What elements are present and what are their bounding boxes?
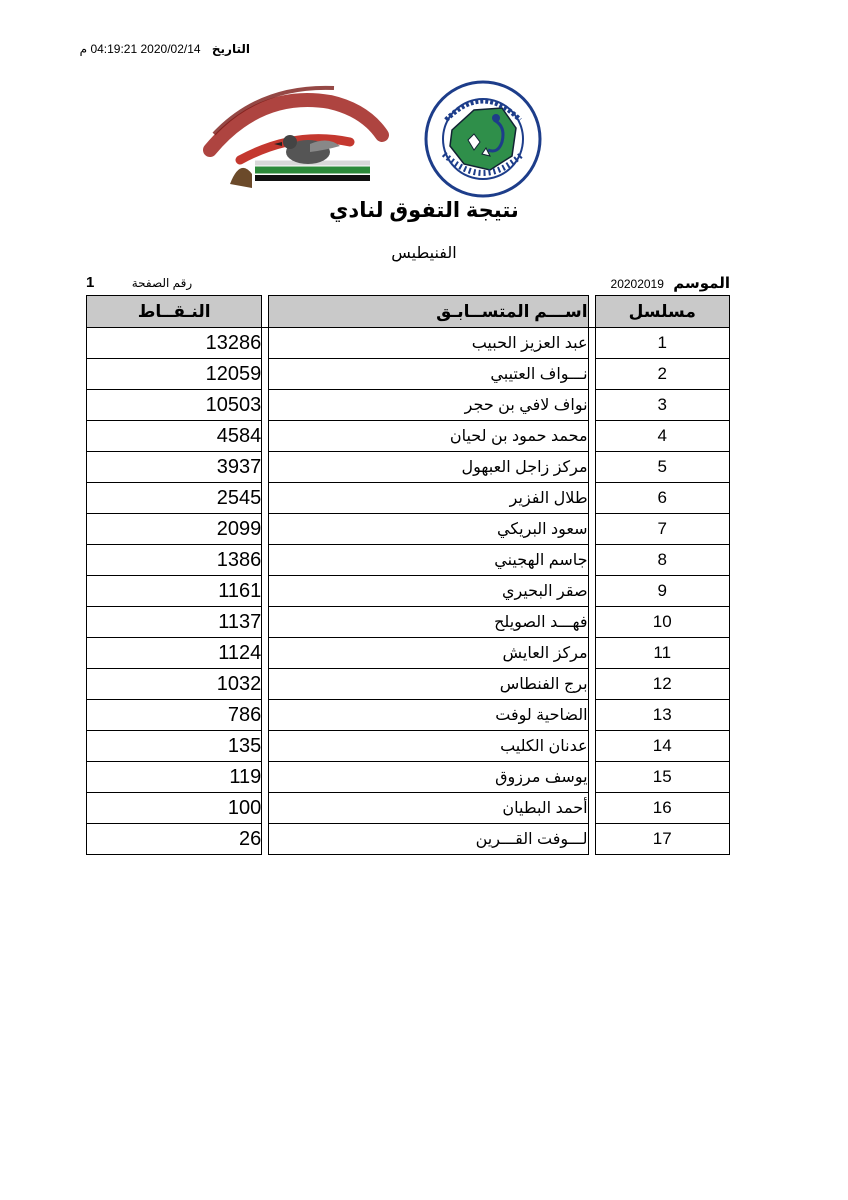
cell-points: 26	[87, 824, 262, 855]
table-row	[87, 483, 730, 514]
cell-serial: 5	[595, 452, 730, 483]
table-row	[87, 607, 730, 638]
cell-name: نواف لافي بن حجر	[269, 390, 588, 421]
column-gap	[262, 638, 269, 669]
cell-serial: 9	[595, 576, 730, 607]
cell-name: برج الفنطاس	[269, 669, 588, 700]
cell-serial: 13	[595, 700, 730, 731]
cell-serial: 14	[595, 731, 730, 762]
club-name: الفنيطيس	[391, 245, 457, 262]
table-row	[87, 514, 730, 545]
cell-name: طلال الفزير	[269, 483, 588, 514]
column-gap	[588, 483, 595, 514]
season-label: الموسم	[673, 275, 730, 292]
table-row	[87, 731, 730, 762]
column-gap	[262, 514, 269, 545]
table-row	[87, 824, 730, 855]
header-name: اســـم المتســابـق	[269, 296, 588, 328]
column-gap	[588, 452, 595, 483]
page-number-label: رقم الصفحة	[131, 276, 193, 290]
date-label: التاريخ	[211, 42, 250, 56]
column-gap	[262, 669, 269, 700]
cell-serial: 7	[595, 514, 730, 545]
cell-points: 1137	[87, 607, 262, 638]
cell-points: 3937	[87, 452, 262, 483]
column-gap	[588, 700, 595, 731]
cell-name: مركز العايش	[269, 638, 588, 669]
cell-points: 100	[87, 793, 262, 824]
column-gap	[262, 421, 269, 452]
page-number-value: 1	[86, 274, 95, 291]
column-gap	[588, 731, 595, 762]
table-row	[87, 700, 730, 731]
cell-serial: 16	[595, 793, 730, 824]
column-gap	[262, 545, 269, 576]
cell-serial: 12	[595, 669, 730, 700]
cell-points: 2099	[87, 514, 262, 545]
table-row	[87, 452, 730, 483]
column-gap	[262, 328, 269, 359]
cell-points: 1032	[87, 669, 262, 700]
column-gap	[588, 514, 595, 545]
column-gap	[262, 700, 269, 731]
cell-name: أحمد البطيان	[269, 793, 588, 824]
cell-serial: 2	[595, 359, 730, 390]
column-gap	[588, 296, 595, 328]
cell-points: 1386	[87, 545, 262, 576]
cell-points: 2545	[87, 483, 262, 514]
table-row	[87, 390, 730, 421]
season-info	[611, 274, 730, 292]
cell-serial: 17	[595, 824, 730, 855]
column-gap	[262, 731, 269, 762]
column-gap	[262, 762, 269, 793]
column-gap	[588, 390, 595, 421]
cell-name: محمد حمود بن لحيان	[269, 421, 588, 452]
table-row	[87, 669, 730, 700]
header-points: النـقــاط	[87, 296, 262, 328]
table-row	[87, 638, 730, 669]
column-gap	[588, 607, 595, 638]
table-row	[87, 421, 730, 452]
cell-points: 1161	[87, 576, 262, 607]
column-gap	[588, 669, 595, 700]
column-gap	[262, 824, 269, 855]
cell-points: 10503	[87, 390, 262, 421]
table-row	[87, 762, 730, 793]
report-date	[70, 42, 250, 56]
table-row	[87, 545, 730, 576]
cell-points: 13286	[87, 328, 262, 359]
cell-name: جاسم الهجيني	[269, 545, 588, 576]
column-gap	[262, 607, 269, 638]
column-gap	[588, 328, 595, 359]
club-logo	[200, 80, 390, 192]
cell-serial: 6	[595, 483, 730, 514]
cell-serial: 8	[595, 545, 730, 576]
table-row	[87, 793, 730, 824]
cell-name: يوسف مرزوق	[269, 762, 588, 793]
column-gap	[588, 576, 595, 607]
results-table	[86, 295, 730, 855]
column-gap	[588, 545, 595, 576]
table-header-row	[87, 296, 730, 328]
page-number-info	[86, 274, 192, 291]
cell-serial: 10	[595, 607, 730, 638]
cell-name: سعود البريكي	[269, 514, 588, 545]
season-value: 20202019	[610, 277, 664, 291]
date-value: 2020/02/14 04:19:21 م	[79, 42, 201, 56]
column-gap	[588, 638, 595, 669]
cell-name: فهـــد الصويلح	[269, 607, 588, 638]
column-gap	[262, 793, 269, 824]
column-gap	[588, 793, 595, 824]
column-gap	[262, 483, 269, 514]
column-gap	[588, 359, 595, 390]
cell-name: نـــواف العتيبي	[269, 359, 588, 390]
federation-logo	[424, 80, 542, 198]
cell-points: 119	[87, 762, 262, 793]
table-row	[87, 576, 730, 607]
cell-name: صقر البحيري	[269, 576, 588, 607]
cell-points: 4584	[87, 421, 262, 452]
column-gap	[588, 824, 595, 855]
cell-points: 135	[87, 731, 262, 762]
cell-points: 1124	[87, 638, 262, 669]
column-gap	[262, 296, 269, 328]
cell-name: عدنان الكليب	[269, 731, 588, 762]
column-gap	[588, 762, 595, 793]
column-gap	[262, 576, 269, 607]
cell-serial: 4	[595, 421, 730, 452]
header-serial: مسلسل	[595, 296, 730, 328]
cell-points: 12059	[87, 359, 262, 390]
cell-points: 786	[87, 700, 262, 731]
cell-name: عبد العزيز الحبيب	[269, 328, 588, 359]
cell-serial: 3	[595, 390, 730, 421]
report-title: نتيجة التفوق لنادي	[329, 199, 519, 222]
cell-serial: 1	[595, 328, 730, 359]
cell-name: لـــوفت القـــرين	[269, 824, 588, 855]
column-gap	[262, 390, 269, 421]
table-row	[87, 328, 730, 359]
cell-name: الضاحية لوفت	[269, 700, 588, 731]
column-gap	[262, 452, 269, 483]
cell-name: مركز زاجل العبهول	[269, 452, 588, 483]
cell-serial: 15	[595, 762, 730, 793]
column-gap	[262, 359, 269, 390]
table-row	[87, 359, 730, 390]
cell-serial: 11	[595, 638, 730, 669]
column-gap	[588, 421, 595, 452]
